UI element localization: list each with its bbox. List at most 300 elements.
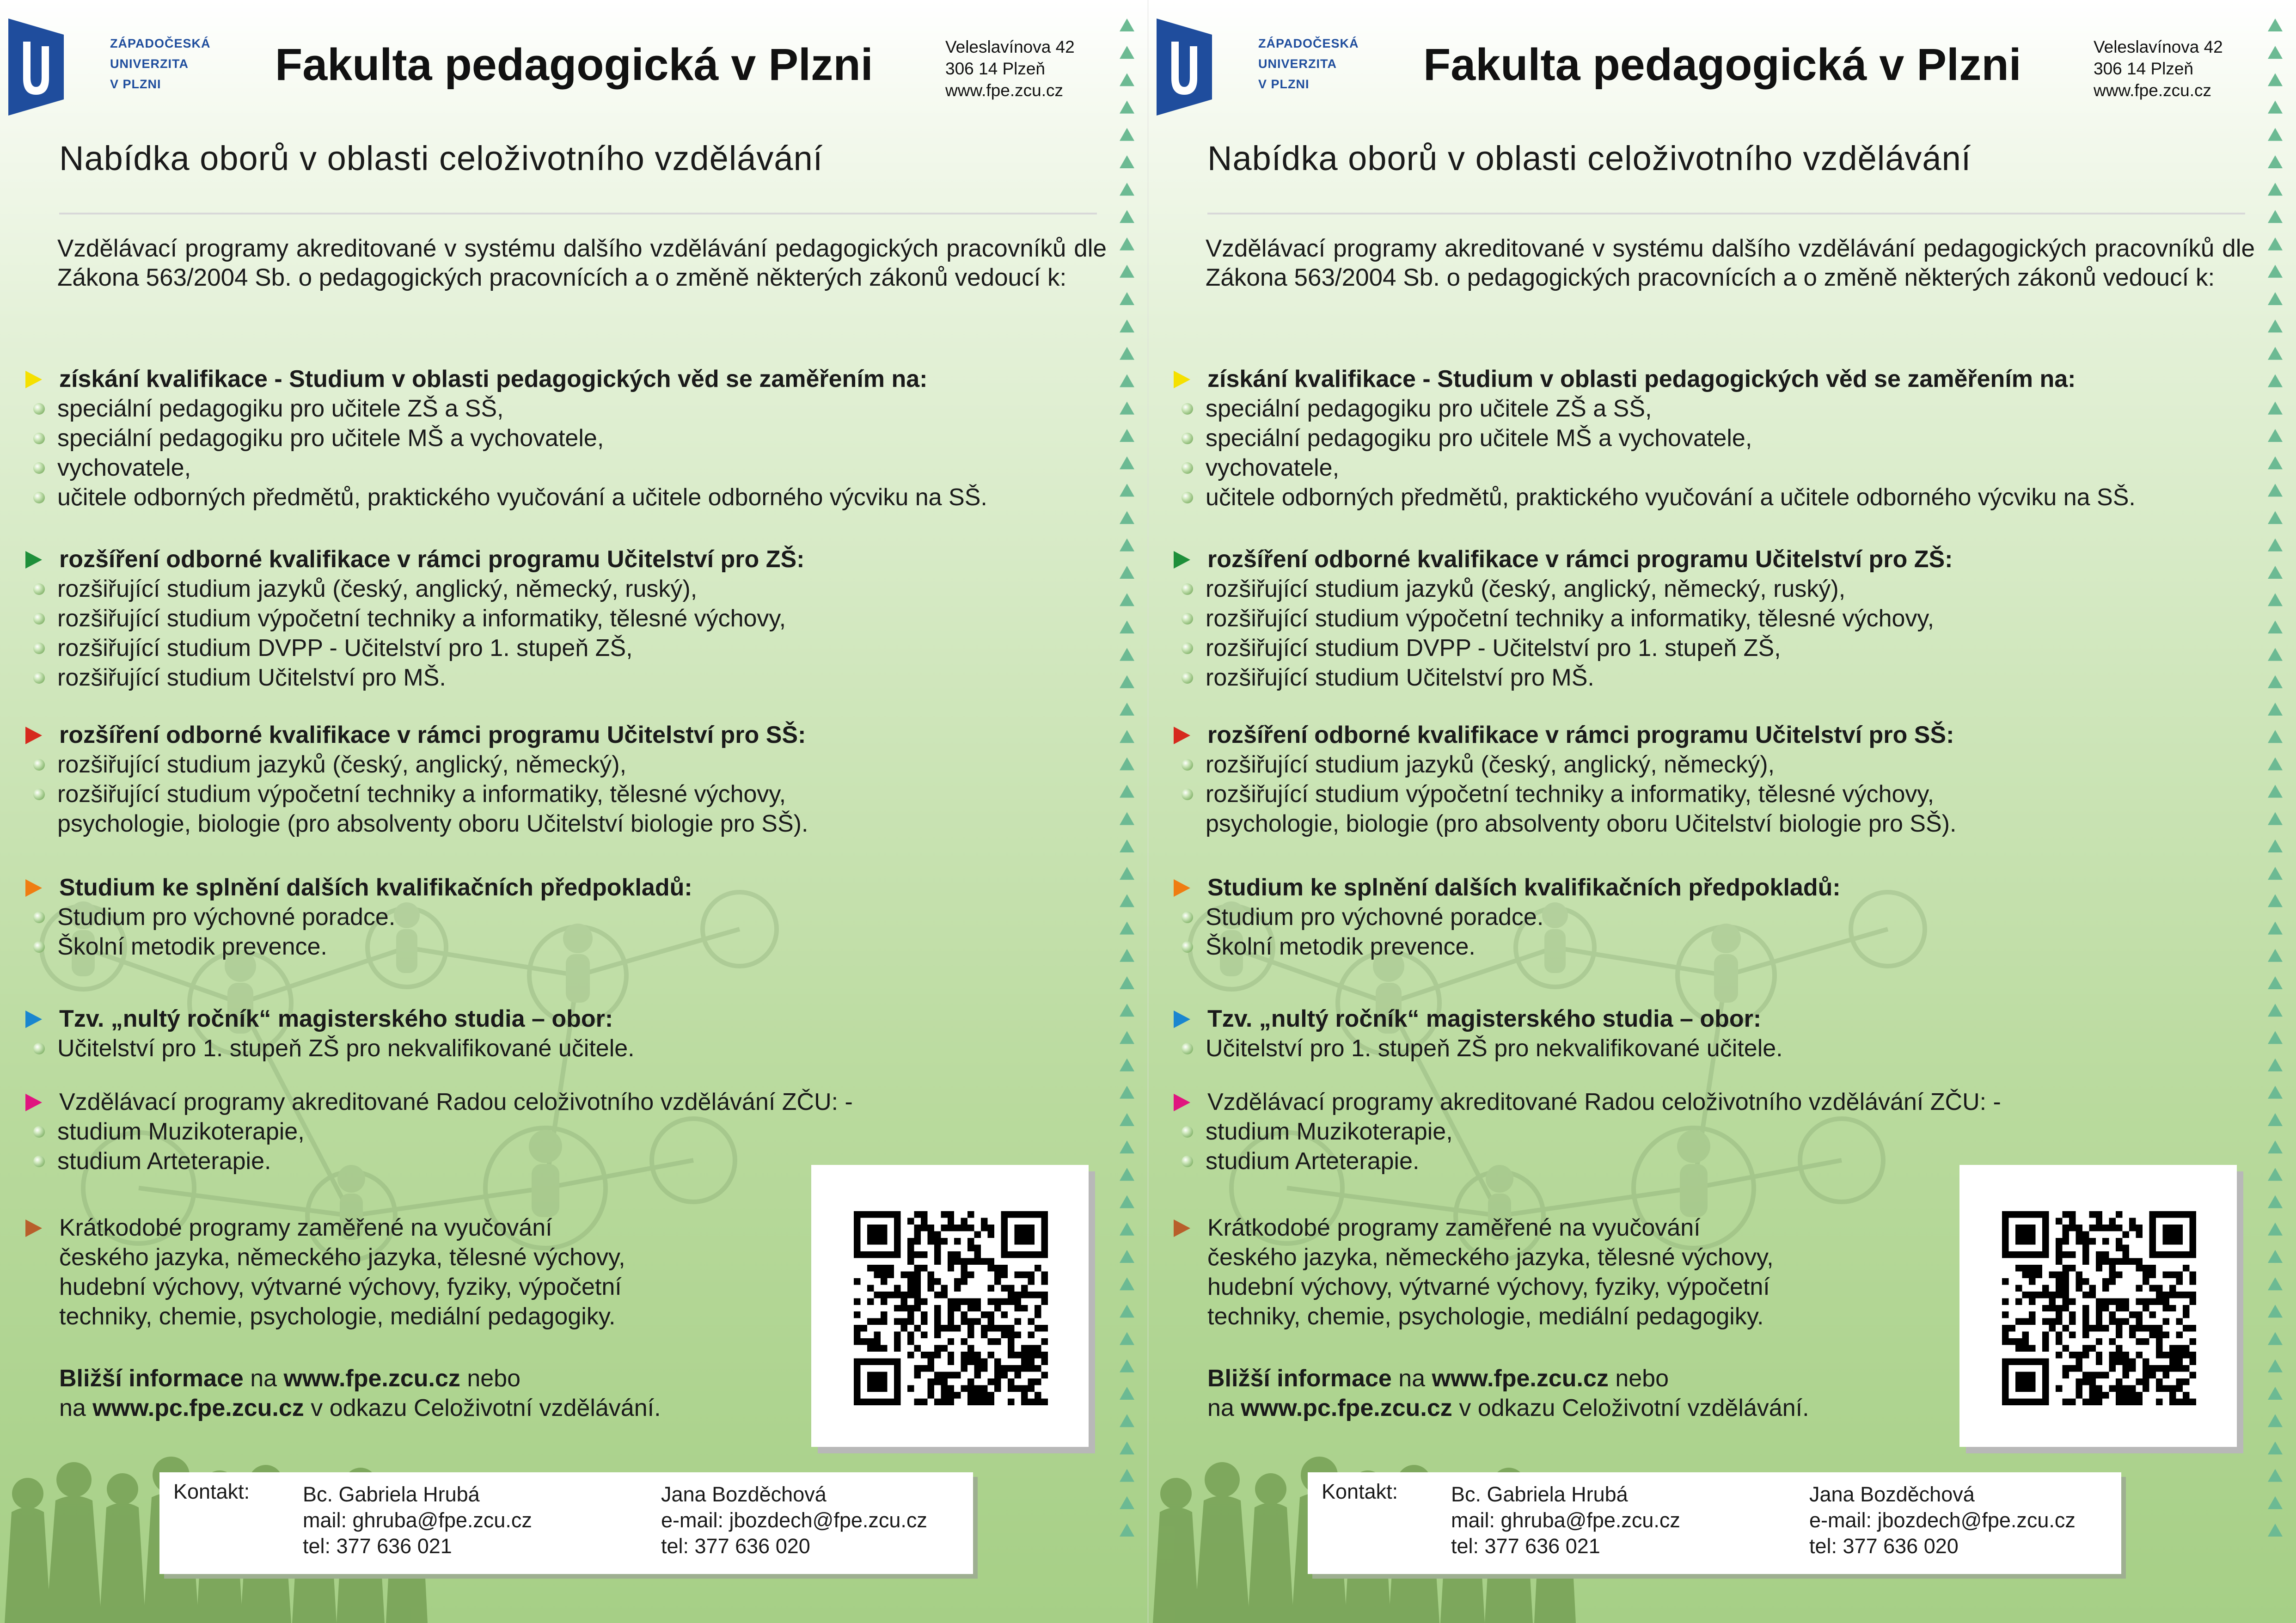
qr-module bbox=[2190, 1271, 2196, 1278]
university-name bbox=[110, 33, 230, 94]
qr-module bbox=[988, 1311, 994, 1318]
qr-module bbox=[2176, 1318, 2183, 1325]
qr-module bbox=[1035, 1392, 1041, 1398]
qr-module bbox=[1008, 1338, 1014, 1345]
qr-module bbox=[2002, 1332, 2008, 1338]
qr-module bbox=[2096, 1211, 2102, 1218]
qr-module bbox=[927, 1385, 934, 1392]
qr-module bbox=[2082, 1278, 2089, 1285]
triangle-icon bbox=[1120, 648, 1134, 661]
qr-module bbox=[948, 1325, 954, 1331]
qr-module bbox=[867, 1318, 874, 1325]
qr-module bbox=[1021, 1365, 1028, 1372]
green-bullet-icon bbox=[33, 941, 45, 953]
contact-email[interactable]: e-mail: jbozdech@fpe.zcu.cz bbox=[1809, 1508, 2076, 1532]
triangle-icon bbox=[2268, 18, 2283, 31]
qr-module bbox=[907, 1385, 914, 1392]
qr-module bbox=[2096, 1385, 2102, 1392]
qr-module bbox=[2035, 1292, 2042, 1298]
qr-module bbox=[2096, 1372, 2102, 1378]
qr-module bbox=[2056, 1311, 2062, 1318]
qr-module bbox=[1008, 1385, 1014, 1392]
triangle-icon bbox=[1120, 374, 1134, 387]
qr-module bbox=[2136, 1392, 2143, 1398]
qr-module bbox=[2015, 1345, 2022, 1352]
qr-module bbox=[934, 1251, 941, 1258]
triangle-icon bbox=[2268, 101, 2283, 114]
qr-module bbox=[2008, 1338, 2015, 1345]
list-item-continuation: psychologie, biologie (pro absolventy oboru Učitelství biologie pro SŠ). bbox=[1206, 810, 1957, 837]
list-item bbox=[1148, 1117, 2258, 1146]
university-line: V PLZNI bbox=[1258, 77, 1310, 91]
contact-label: Kontakt: bbox=[173, 1480, 250, 1503]
qr-module bbox=[967, 1378, 974, 1385]
section-heading bbox=[0, 873, 1109, 902]
list-item-text: speciální pedagogiku pro učitele MŠ a vychovatele, bbox=[1206, 425, 1752, 452]
qr-module bbox=[1001, 1271, 1008, 1278]
qr-module bbox=[2082, 1318, 2089, 1325]
text-span: na bbox=[1207, 1395, 1241, 1421]
qr-module bbox=[2056, 1244, 2062, 1251]
qr-module bbox=[954, 1305, 961, 1311]
university-line: V PLZNI bbox=[110, 77, 161, 91]
qr-module bbox=[988, 1225, 994, 1231]
qr-module bbox=[948, 1251, 954, 1258]
qr-module bbox=[2116, 1345, 2122, 1352]
qr-module bbox=[2143, 1385, 2149, 1392]
qr-module bbox=[2183, 1352, 2189, 1358]
qr-module bbox=[974, 1258, 981, 1264]
list-item bbox=[0, 574, 1109, 604]
qr-module bbox=[1015, 1292, 1021, 1298]
qr-module bbox=[914, 1365, 920, 1372]
list-item-text: Studium pro výchovné poradce. bbox=[1206, 904, 1544, 931]
qr-module bbox=[2123, 1244, 2129, 1251]
lifelong-learning-link[interactable]: www.pc.fpe.zcu.cz bbox=[1241, 1395, 1452, 1421]
qr-module bbox=[1035, 1345, 1041, 1352]
qr-module bbox=[2002, 1311, 2008, 1318]
qr-module bbox=[907, 1238, 914, 1244]
qr-module bbox=[2136, 1399, 2143, 1405]
qr-module bbox=[2176, 1332, 2183, 1338]
qr-module bbox=[921, 1225, 927, 1231]
qr-module bbox=[2096, 1399, 2102, 1405]
qr-module bbox=[948, 1211, 954, 1218]
qr-module bbox=[967, 1258, 974, 1264]
list-item-text: Školní metodik prevence. bbox=[1206, 933, 1476, 960]
triangle-icon bbox=[1120, 101, 1134, 114]
qr-code[interactable] bbox=[854, 1211, 1048, 1405]
qr-module bbox=[914, 1231, 920, 1237]
qr-module bbox=[881, 1265, 887, 1271]
qr-finder-pattern bbox=[2015, 1372, 2035, 1392]
qr-module bbox=[2163, 1298, 2169, 1305]
qr-module bbox=[948, 1372, 954, 1378]
qr-module bbox=[914, 1292, 920, 1298]
qr-module bbox=[954, 1372, 961, 1378]
address-website-link[interactable]: www.fpe.zcu.cz bbox=[945, 81, 1063, 100]
qr-module bbox=[2123, 1258, 2129, 1264]
green-bullet-icon bbox=[1182, 403, 1193, 415]
contact-label: Kontakt: bbox=[1322, 1480, 1398, 1503]
blue-arrow-icon bbox=[25, 1011, 42, 1028]
qr-module bbox=[988, 1378, 994, 1385]
qr-module bbox=[907, 1292, 914, 1298]
qr-module bbox=[934, 1311, 941, 1318]
triangle-icon bbox=[2268, 1469, 2283, 1482]
address-street: Veleslavínova 42 bbox=[945, 37, 1075, 56]
qr-module bbox=[2183, 1311, 2189, 1318]
qr-module bbox=[1035, 1378, 1041, 1385]
qr-module bbox=[2123, 1372, 2129, 1378]
qr-module bbox=[2049, 1298, 2055, 1305]
qr-module bbox=[2062, 1285, 2069, 1291]
qr-module bbox=[2176, 1345, 2183, 1352]
qr-module bbox=[921, 1311, 927, 1318]
qr-module bbox=[2156, 1292, 2162, 1298]
qr-module bbox=[2143, 1365, 2149, 1372]
list-item-text: rozšiřující studium Učitelství pro MŠ. bbox=[57, 664, 446, 691]
qr-module bbox=[948, 1318, 954, 1325]
qr-module bbox=[867, 1265, 874, 1271]
qr-module bbox=[2069, 1399, 2076, 1405]
qr-module bbox=[2042, 1338, 2049, 1345]
triangle-icon bbox=[1120, 429, 1134, 442]
qr-module bbox=[2082, 1325, 2089, 1331]
qr-module bbox=[1001, 1372, 1008, 1378]
triangle-icon bbox=[1120, 347, 1134, 360]
qr-module bbox=[948, 1265, 954, 1271]
qr-module bbox=[2076, 1225, 2082, 1231]
qr-module bbox=[2096, 1218, 2102, 1224]
section-zero-year bbox=[1148, 1004, 2258, 1063]
list-item-text: rozšiřující studium jazyků (český, anglický, německý), bbox=[1206, 751, 1775, 778]
qr-module bbox=[1008, 1399, 1014, 1405]
qr-module bbox=[981, 1385, 987, 1392]
green-bullet-icon bbox=[1182, 789, 1193, 800]
qr-module bbox=[907, 1218, 914, 1224]
faculty-title: Fakulta pedagogická v Plzni bbox=[275, 39, 873, 90]
more-info-label: Bližší informace bbox=[59, 1365, 244, 1392]
qr-module bbox=[961, 1271, 967, 1278]
qr-module bbox=[2156, 1325, 2162, 1331]
qr-module bbox=[2102, 1305, 2109, 1311]
qr-module bbox=[927, 1392, 934, 1398]
green-bullet-icon bbox=[33, 672, 45, 684]
contact-email[interactable]: mail: ghruba@fpe.zcu.cz bbox=[1451, 1508, 1680, 1532]
qr-module bbox=[974, 1318, 981, 1325]
text-span: v odkazu Celoživotní vzdělávání. bbox=[1452, 1395, 1809, 1421]
qr-module bbox=[967, 1392, 974, 1398]
list-item-text: rozšiřující studium jazyků (český, anglický, německý, ruský), bbox=[57, 576, 698, 602]
triangle-icon bbox=[2268, 1113, 2283, 1126]
qr-module bbox=[2109, 1271, 2116, 1278]
qr-module bbox=[2069, 1365, 2076, 1372]
triangle-icon bbox=[1120, 703, 1134, 716]
website-link[interactable]: www.fpe.zcu.cz bbox=[283, 1365, 460, 1392]
qr-module bbox=[2143, 1378, 2149, 1385]
qr-module bbox=[2169, 1305, 2176, 1311]
qr-module bbox=[981, 1392, 987, 1398]
contact-person-1 bbox=[1451, 1482, 1680, 1559]
qr-module bbox=[948, 1352, 954, 1358]
qr-module bbox=[2089, 1225, 2095, 1231]
qr-module bbox=[1028, 1378, 1035, 1385]
qr-module bbox=[2123, 1318, 2129, 1325]
qr-module bbox=[2176, 1292, 2183, 1298]
qr-module bbox=[2062, 1298, 2069, 1305]
section-extension-ss bbox=[1148, 720, 2258, 839]
qr-module bbox=[2042, 1345, 2049, 1352]
qr-module bbox=[941, 1285, 947, 1291]
qr-module bbox=[2062, 1265, 2069, 1271]
qr-module bbox=[914, 1325, 920, 1331]
qr-module bbox=[2096, 1352, 2102, 1358]
qr-module bbox=[2089, 1392, 2095, 1398]
qr-module bbox=[967, 1345, 974, 1352]
qr-module bbox=[941, 1211, 947, 1218]
contact-email[interactable]: mail: ghruba@fpe.zcu.cz bbox=[303, 1508, 532, 1532]
qr-module bbox=[948, 1399, 954, 1405]
triangle-icon bbox=[2268, 238, 2283, 251]
qr-module bbox=[2183, 1325, 2189, 1331]
qr-module bbox=[2183, 1265, 2189, 1271]
qr-module bbox=[894, 1305, 900, 1311]
qr-module bbox=[2082, 1345, 2089, 1352]
qr-module bbox=[934, 1278, 941, 1285]
qr-module bbox=[2076, 1285, 2082, 1291]
more-info-label: Bližší informace bbox=[1207, 1365, 1392, 1392]
qr-module bbox=[1035, 1311, 1041, 1318]
qr-module bbox=[2116, 1332, 2122, 1338]
triangle-icon bbox=[2268, 785, 2283, 798]
qr-module bbox=[894, 1332, 900, 1338]
qr-module bbox=[2176, 1365, 2183, 1372]
triangle-icon bbox=[1120, 265, 1134, 278]
green-bullet-icon bbox=[1182, 492, 1193, 503]
qr-module bbox=[2116, 1271, 2122, 1278]
qr-module bbox=[874, 1292, 880, 1298]
section-heading-text: Studium ke splnění dalších kvalifikačních předpokladů: bbox=[1207, 874, 1841, 901]
qr-module bbox=[894, 1285, 900, 1291]
qr-module bbox=[1001, 1332, 1008, 1338]
qr-module bbox=[948, 1225, 954, 1231]
triangle-icon bbox=[2268, 757, 2283, 770]
triangle-icon bbox=[2268, 1277, 2283, 1290]
qr-module bbox=[2176, 1385, 2183, 1392]
qr-module bbox=[988, 1399, 994, 1405]
red-arrow-icon bbox=[1174, 727, 1190, 744]
qr-module bbox=[2143, 1305, 2149, 1311]
qr-module bbox=[2169, 1392, 2176, 1398]
qr-module bbox=[961, 1258, 967, 1264]
qr-module bbox=[854, 1278, 860, 1285]
qr-module bbox=[2109, 1265, 2116, 1271]
qr-module bbox=[2062, 1325, 2069, 1331]
list-item bbox=[0, 483, 1109, 512]
qr-module bbox=[914, 1211, 920, 1218]
qr-module bbox=[2056, 1258, 2062, 1264]
list-item bbox=[1148, 932, 2258, 962]
qr-module bbox=[2102, 1225, 2109, 1231]
qr-module bbox=[1021, 1292, 1028, 1298]
qr-module bbox=[974, 1359, 981, 1365]
qr-module bbox=[2183, 1378, 2189, 1385]
triangle-icon bbox=[2268, 1524, 2283, 1537]
qr-module bbox=[2129, 1332, 2136, 1338]
website-link[interactable]: www.fpe.zcu.cz bbox=[1432, 1365, 1609, 1392]
qr-module bbox=[2136, 1265, 2143, 1271]
triangle-icon bbox=[2268, 867, 2283, 880]
triangle-icon bbox=[2268, 922, 2283, 935]
yellow-arrow-icon bbox=[1174, 371, 1190, 388]
qr-module bbox=[907, 1278, 914, 1285]
qr-module bbox=[974, 1399, 981, 1405]
qr-module bbox=[1035, 1365, 1041, 1372]
qr-module bbox=[2123, 1231, 2129, 1237]
list-item-text: speciální pedagogiku pro učitele MŠ a vychovatele, bbox=[57, 425, 604, 452]
qr-module bbox=[2123, 1365, 2129, 1372]
section-heading-text: Vzdělávací programy akreditované Radou celoživotního vzdělávání ZČU: - bbox=[1207, 1089, 2001, 1115]
qr-module bbox=[2096, 1325, 2102, 1331]
triangle-icon bbox=[1120, 566, 1134, 579]
qr-module bbox=[1028, 1352, 1035, 1358]
qr-module bbox=[2056, 1352, 2062, 1358]
triangle-icon bbox=[1120, 593, 1134, 606]
qr-module bbox=[2109, 1318, 2116, 1325]
qr-module bbox=[2015, 1338, 2022, 1345]
qr-module bbox=[2190, 1338, 2196, 1345]
qr-module bbox=[874, 1271, 880, 1278]
qr-module bbox=[981, 1332, 987, 1338]
qr-module bbox=[967, 1244, 974, 1251]
green-bullet-icon bbox=[33, 1156, 45, 1167]
list-item-text: vychovatele, bbox=[1206, 454, 1340, 481]
contact-phone: tel: 377 636 021 bbox=[303, 1534, 452, 1558]
section-heading bbox=[0, 1087, 1109, 1117]
qr-module bbox=[2109, 1338, 2116, 1345]
section-heading-text: Krátkodobé programy zaměřené na vyučování bbox=[59, 1214, 552, 1241]
triangle-icon bbox=[1120, 128, 1134, 141]
qr-module bbox=[967, 1211, 974, 1218]
triangle-icon bbox=[1120, 1004, 1134, 1017]
qr-module bbox=[927, 1271, 934, 1278]
qr-module bbox=[2116, 1298, 2122, 1305]
qr-module bbox=[2056, 1218, 2062, 1224]
qr-module bbox=[854, 1338, 860, 1345]
qr-module bbox=[2143, 1271, 2149, 1278]
qr-module bbox=[934, 1352, 941, 1358]
university-line: ZÁPADOČESKÁ bbox=[1258, 37, 1359, 50]
list-item-text: rozšiřující studium výpočetní techniky a informatiky, tělesné výchovy, bbox=[1206, 781, 1935, 808]
paragraph-line: hudební výchovy, výtvarné výchovy, fyziky, výpočetní bbox=[1207, 1274, 1770, 1300]
triangle-icon bbox=[1120, 1441, 1134, 1454]
qr-module bbox=[934, 1244, 941, 1251]
address-website-link[interactable]: www.fpe.zcu.cz bbox=[2094, 81, 2211, 100]
qr-module bbox=[941, 1325, 947, 1331]
contact-email[interactable]: e-mail: jbozdech@fpe.zcu.cz bbox=[661, 1508, 927, 1532]
section-heading bbox=[0, 364, 1109, 394]
qr-module bbox=[974, 1392, 981, 1398]
qr-module bbox=[934, 1332, 941, 1338]
qr-module bbox=[954, 1238, 961, 1244]
contact-phone: tel: 377 636 021 bbox=[1451, 1534, 1600, 1558]
qr-module bbox=[2062, 1365, 2069, 1372]
qr-module bbox=[1028, 1359, 1035, 1365]
lifelong-learning-link[interactable]: www.pc.fpe.zcu.cz bbox=[92, 1395, 304, 1421]
qr-module bbox=[2156, 1378, 2162, 1385]
qr-module bbox=[2002, 1278, 2008, 1285]
triangle-icon bbox=[2268, 703, 2283, 716]
triangle-icon bbox=[1120, 1113, 1134, 1126]
qr-module bbox=[2190, 1325, 2196, 1331]
section-extension-zs bbox=[0, 545, 1109, 692]
subtitle-divider bbox=[1207, 213, 2245, 214]
qr-module bbox=[921, 1352, 927, 1358]
list-item bbox=[0, 932, 1109, 962]
triangle-icon bbox=[2268, 1086, 2283, 1099]
qr-module bbox=[974, 1372, 981, 1378]
qr-module bbox=[2143, 1359, 2149, 1365]
triangle-icon bbox=[2268, 73, 2283, 86]
qr-module bbox=[1041, 1278, 1048, 1285]
qr-module bbox=[894, 1318, 900, 1325]
green-bullet-icon bbox=[33, 643, 45, 654]
qr-module bbox=[2129, 1311, 2136, 1318]
orange-arrow-icon bbox=[1174, 879, 1190, 897]
qr-code-card bbox=[811, 1165, 1089, 1447]
triangle-icon bbox=[1120, 18, 1134, 31]
qr-module bbox=[1035, 1305, 1041, 1311]
qr-module bbox=[988, 1285, 994, 1291]
paragraph-line: techniky, chemie, psychologie, mediální pedagogiky. bbox=[1207, 1303, 1764, 1330]
contact-box bbox=[1308, 1472, 2121, 1574]
qr-module bbox=[927, 1378, 934, 1385]
triangle-icon bbox=[1120, 1387, 1134, 1400]
qr-module bbox=[900, 1292, 907, 1298]
qr-module bbox=[2136, 1298, 2143, 1305]
qr-module bbox=[2042, 1318, 2049, 1325]
triangle-icon bbox=[1120, 402, 1134, 415]
qr-module bbox=[894, 1292, 900, 1298]
qr-module bbox=[907, 1305, 914, 1311]
qr-module bbox=[988, 1298, 994, 1305]
address-city: 306 14 Plzeň bbox=[2094, 59, 2194, 78]
qr-module bbox=[907, 1251, 914, 1258]
qr-module bbox=[967, 1359, 974, 1365]
page-subtitle: Nabídka oborů v oblasti celoživotního vzdělávání bbox=[1207, 139, 1971, 178]
qr-module bbox=[2089, 1211, 2095, 1218]
qr-module bbox=[2123, 1251, 2129, 1258]
qr-module bbox=[907, 1352, 914, 1358]
qr-module bbox=[881, 1271, 887, 1278]
qr-module bbox=[941, 1238, 947, 1244]
qr-module bbox=[2056, 1285, 2062, 1291]
qr-module bbox=[2015, 1318, 2022, 1325]
qr-module bbox=[2143, 1298, 2149, 1305]
qr-code[interactable] bbox=[2002, 1211, 2196, 1405]
contact-person-2 bbox=[1809, 1482, 2076, 1559]
section-zcu-programs bbox=[1148, 1087, 2258, 1176]
section-qualification bbox=[1148, 364, 2258, 512]
qr-module bbox=[981, 1325, 987, 1331]
section-extension-ss bbox=[0, 720, 1109, 839]
qr-module bbox=[2082, 1244, 2089, 1251]
qr-module bbox=[954, 1325, 961, 1331]
qr-module bbox=[2062, 1271, 2069, 1278]
qr-module bbox=[867, 1338, 874, 1345]
qr-module bbox=[2143, 1325, 2149, 1331]
